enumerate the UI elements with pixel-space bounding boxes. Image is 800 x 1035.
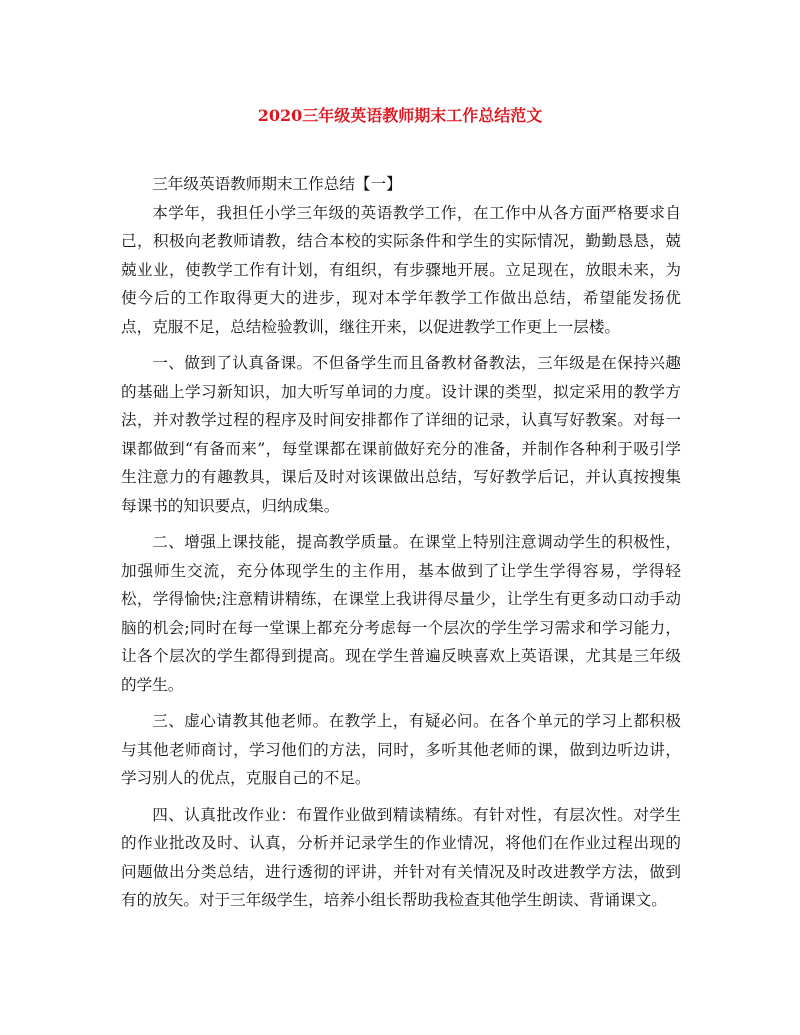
paragraph-point-4: 四、认真批改作业：布置作业做到精读精练。有针对性，有层次性。对学生的作业批改及时、认真，分析并记录学生的作业情况，将他们在作业过程出现的问题做出分类总结，进行透彻的评讲，并针对有关情况及时改进教学方法，做到有的放矢。对于三年级学生，培养小组长帮助我检查其他学生朗读、背诵课文。: [121, 805, 681, 909]
paragraph-point-3: 三、虚心请教其他老师。在教学上，有疑必问。在各个单元的学习上都积极与其他老师商讨，学习他们的方法，同时，多听其他老师的课，做到边听边讲，学习别人的优点，克服自己的不足。: [121, 712, 681, 787]
paragraph-intro: 本学年，我担任小学三年级的英语教学工作，在工作中从各方面严格要求自己，积极向老教师请教，结合本校的实际条件和学生的实际情况，勤勤恳恳，兢兢业业，使教学工作有计划，有组织，有步骤地开展。立足现在，放眼未来，为使今后的工作取得更大的进步，现对本学年教学工作做出总结，希望能发扬优点，克服不足，总结检验教训，继往开来，以促进教学工作更上一层楼。: [121, 203, 681, 336]
paragraph-point-1: 一、做到了认真备课。不但备学生而且备教材备教法，三年级是在保持兴趣的基础上学习新知识，加大听写单词的力度。设计课的类型，拟定采用的教学方法，并对教学过程的程序及时间安排都作了详细的记录，认真写好教案。对每一课都做到“有备而来”，每堂课都在课前做好充分的准备，并制作各种利于吸引学生注意力的有趣教具，课后及时对该课做出总结，写好教学后记，并认真按搜集每课书的知识要点，归纳成集。: [121, 354, 681, 515]
section-heading: 三年级英语教师期末工作总结【一】: [152, 175, 402, 193]
document-body: [121, 170, 681, 915]
paragraph-point-2: 二、增强上课技能，提高教学质量。在课堂上特别注意调动学生的积极性，加强师生交流，充分体现学生的主作用，基本做到了让学生学得容易，学得轻松，学得愉快;注意精讲精练，在课堂上我讲得尽量少，让学生有更多动口动手动脑的机会;同时在每一堂课上都充分考虑每一个层次的学生学习需求和学习能力，让各个层次的学生都得到提高。现在学生普遍反映喜欢上英语课，尤其是三年级的学生。: [121, 533, 681, 694]
document-title: 2020三年级英语教师期末工作总结范文: [257, 106, 543, 125]
